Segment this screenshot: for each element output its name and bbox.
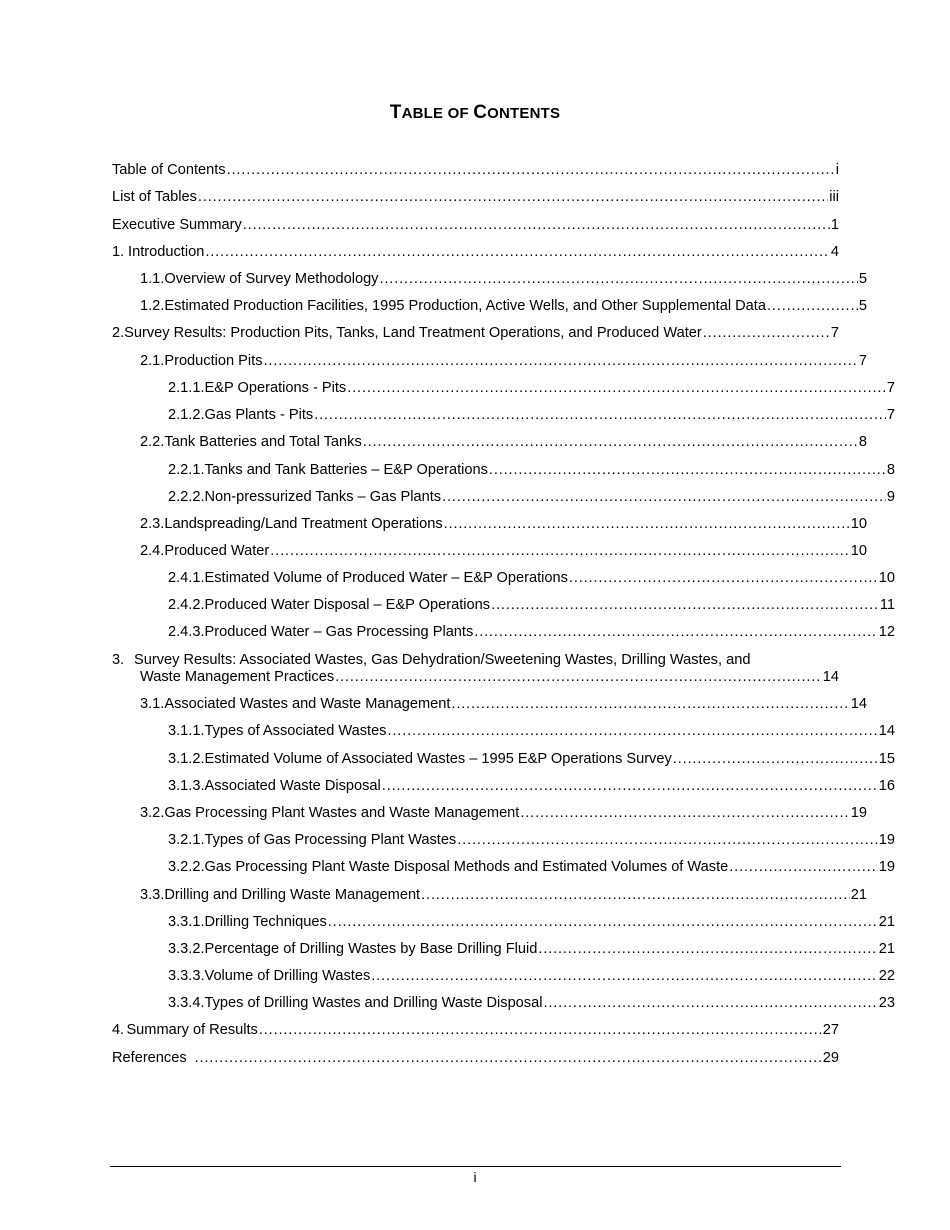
toc-entry-page: 19 xyxy=(878,832,895,848)
toc-leader xyxy=(457,832,878,849)
toc-leader xyxy=(489,462,886,479)
toc-entry-page: 27 xyxy=(822,1022,839,1038)
toc-entry-text: Production Pits xyxy=(164,353,263,369)
toc-entry-number: 3. xyxy=(112,652,125,668)
toc-leader xyxy=(371,968,878,985)
toc-entry-text: Percentage of Drilling Wastes by Base Drilling Fluid xyxy=(204,941,538,957)
toc-leader xyxy=(767,298,858,315)
toc-entry-number: 2. xyxy=(112,325,125,341)
toc-entry-number: 2.1. xyxy=(140,353,165,369)
toc-entry-page: 14 xyxy=(822,669,839,685)
toc-entry[interactable] xyxy=(112,462,895,479)
toc-leader xyxy=(382,778,878,795)
toc-entry-number: 2.3. xyxy=(140,516,165,532)
toc-leader xyxy=(451,696,849,713)
toc-entry[interactable] xyxy=(112,162,839,179)
toc-entry-number: 2.2. xyxy=(140,434,165,450)
toc-entry-text: Volume of Drilling Wastes xyxy=(204,968,371,984)
title-part: ABLE OF xyxy=(401,105,474,122)
toc-entry-number: 3.2.2. xyxy=(168,859,205,875)
toc-entry-page: 7 xyxy=(886,380,895,396)
toc-leader xyxy=(543,995,877,1012)
toc-entry-number: 3.3.1. xyxy=(168,914,205,930)
toc-entry-page: 10 xyxy=(850,543,867,559)
toc-entry-text: Introduction xyxy=(128,244,205,260)
toc-leader xyxy=(569,570,878,587)
toc-leader xyxy=(259,1022,822,1039)
toc-entry-page: 7 xyxy=(886,407,895,423)
toc-entry-page: 4 xyxy=(830,244,839,260)
title-part: C xyxy=(473,102,488,123)
toc-entry-number: 3.2. xyxy=(140,805,165,821)
toc-entry-page: 29 xyxy=(822,1050,839,1066)
toc-leader xyxy=(335,669,822,686)
toc-entry-number: 3.1.3. xyxy=(168,778,205,794)
toc-entry-page: iii xyxy=(829,189,839,205)
toc-entry[interactable] xyxy=(112,570,895,587)
toc-entry-number: 3.1.2. xyxy=(168,751,205,767)
toc-entry-text: Drilling Techniques xyxy=(204,914,327,930)
toc-entry[interactable] xyxy=(112,751,895,768)
toc-entry-text: Summary of Results xyxy=(126,1022,258,1038)
toc-entry-text: Types of Drilling Wastes and Drilling Waste Disposal xyxy=(204,995,543,1011)
toc-entry[interactable] xyxy=(112,217,839,234)
toc-entry[interactable] xyxy=(112,380,895,397)
toc-entry-number: 2.4. xyxy=(140,543,165,559)
toc-entry-page: 7 xyxy=(830,325,839,341)
toc-entry[interactable] xyxy=(112,1022,839,1039)
toc-entry-page: 21 xyxy=(850,887,867,903)
toc-entry[interactable] xyxy=(112,723,895,740)
toc-entry[interactable] xyxy=(112,543,867,560)
footer-divider xyxy=(110,1166,841,1167)
toc-entry[interactable] xyxy=(112,597,895,614)
footer-page-number: i xyxy=(473,1169,477,1185)
toc-entry-number: 1. xyxy=(112,244,125,260)
toc-entry[interactable] xyxy=(112,1050,839,1067)
toc-leader xyxy=(314,407,886,424)
toc-leader xyxy=(264,353,858,370)
toc-entry[interactable] xyxy=(112,696,867,713)
toc-leader xyxy=(205,244,830,261)
toc-leader xyxy=(363,434,858,451)
toc-entry-text: E&P Operations - Pits xyxy=(204,380,347,396)
toc-entry-page: 21 xyxy=(878,941,895,957)
toc-entry-page: 5 xyxy=(858,271,867,287)
toc-entry[interactable] xyxy=(112,516,867,533)
toc-entry[interactable] xyxy=(112,914,895,931)
toc-leader xyxy=(703,325,830,342)
toc-entry[interactable] xyxy=(112,189,839,206)
toc-entry-text: Produced Water xyxy=(164,543,270,559)
toc-entry-page: 12 xyxy=(878,624,895,640)
toc-entry-page: i xyxy=(835,162,839,178)
toc-entry[interactable] xyxy=(112,995,895,1012)
toc-entry-text: References xyxy=(112,1050,187,1066)
title-part: T xyxy=(389,102,402,123)
toc-entry-text: Gas Plants - Pits xyxy=(204,407,314,423)
toc-entry[interactable] xyxy=(112,624,895,641)
toc-entry-text: Table of Contents xyxy=(112,162,226,178)
toc-leader xyxy=(421,887,850,904)
toc-entry-text: Produced Water Disposal – E&P Operations xyxy=(204,597,491,613)
toc-leader xyxy=(347,380,886,397)
toc-entry-text: Estimated Production Facilities, 1995 Production, Active Wells, and Other Supplemental Data xyxy=(164,298,766,314)
toc-entry[interactable] xyxy=(112,887,867,904)
toc-leader xyxy=(491,597,879,614)
toc-entry-text: Overview of Survey Methodology xyxy=(164,271,379,287)
toc-entry-text: List of Tables xyxy=(112,189,197,205)
toc-entry-page: 14 xyxy=(850,696,867,712)
toc-entry[interactable] xyxy=(112,271,867,288)
toc-entry-number: 3.3.4. xyxy=(168,995,205,1011)
toc-entry[interactable] xyxy=(112,652,839,686)
toc-entry[interactable] xyxy=(112,968,895,985)
toc-leader xyxy=(379,271,857,288)
toc-leader xyxy=(729,859,878,876)
toc-entry-page: 15 xyxy=(878,751,895,767)
toc-entry-page: 9 xyxy=(886,489,895,505)
title-part: ONTENTS xyxy=(487,105,561,122)
toc-entry-text: Executive Summary xyxy=(112,217,242,233)
toc-leader xyxy=(198,189,828,206)
toc-leader xyxy=(474,624,877,641)
toc-entry-text: Tanks and Tank Batteries – E&P Operations xyxy=(204,462,488,478)
toc-entry[interactable] xyxy=(112,859,895,876)
toc-leader xyxy=(520,805,849,822)
toc-entry-text: Associated Waste Disposal xyxy=(204,778,381,794)
toc-entry-page: 19 xyxy=(850,805,867,821)
toc-entry-number: 2.4.1. xyxy=(168,570,205,586)
toc-leader xyxy=(444,516,850,533)
toc-leader xyxy=(442,489,886,506)
toc-entry[interactable] xyxy=(112,489,895,506)
toc-entry-number: 2.2.2. xyxy=(168,489,205,505)
toc-entry-text: Types of Associated Wastes xyxy=(204,723,387,739)
toc-entry-number: 3.3.2. xyxy=(168,941,205,957)
toc-entry[interactable] xyxy=(112,778,895,795)
toc-entry-text: Types of Gas Processing Plant Wastes xyxy=(204,832,457,848)
toc-entry[interactable] xyxy=(112,407,895,424)
toc-entry-text: Estimated Volume of Associated Wastes – 1995 E&P Operations Survey xyxy=(204,751,672,767)
toc-entry-number: 1.2. xyxy=(140,298,165,314)
toc-leader xyxy=(195,1050,822,1067)
toc-entry-page: 5 xyxy=(858,298,867,314)
toc-leader xyxy=(270,543,850,560)
toc-entry[interactable] xyxy=(112,832,895,849)
toc-entry-page: 1 xyxy=(830,217,839,233)
toc-entry-page: 21 xyxy=(878,914,895,930)
toc-leader xyxy=(538,941,877,958)
toc-entry[interactable] xyxy=(112,434,867,451)
toc-entry-page: 16 xyxy=(878,778,895,794)
toc-entry[interactable] xyxy=(112,805,867,822)
toc-entry-number: 3.3.3. xyxy=(168,968,205,984)
toc-entry-text: Non-pressurized Tanks – Gas Plants xyxy=(204,489,442,505)
toc-entry-text: Estimated Volume of Produced Water – E&P Operations xyxy=(204,570,568,586)
toc-leader xyxy=(227,162,835,179)
toc-entry-text: Tank Batteries and Total Tanks xyxy=(164,434,362,450)
toc-entry-number: 3.1. xyxy=(140,696,165,712)
toc-entry-page: 10 xyxy=(850,516,867,532)
toc-entry-text: Survey Results: Associated Wastes, Gas Dehydration/Sweetening Wastes, Drilling Wastes, and xyxy=(134,652,751,668)
toc-entry[interactable] xyxy=(112,298,867,315)
toc-leader xyxy=(243,217,830,234)
toc-entry-number: 1.1. xyxy=(140,271,165,287)
toc-leader xyxy=(673,751,878,768)
toc-entry-page: 8 xyxy=(886,462,895,478)
toc-leader xyxy=(328,914,878,931)
toc-entry-text: Gas Processing Plant Waste Disposal Methods and Estimated Volumes of Waste xyxy=(204,859,729,875)
toc-entry-page: 22 xyxy=(878,968,895,984)
toc-entry-text: Gas Processing Plant Wastes and Waste Management xyxy=(164,805,520,821)
toc-entry-number: 3.1.1. xyxy=(168,723,205,739)
toc-entry-page: 7 xyxy=(858,353,867,369)
toc-entry-number: 2.1.1. xyxy=(168,380,205,396)
toc-entry-text: Landspreading/Land Treatment Operations xyxy=(164,516,443,532)
toc-entry-number: 3.3. xyxy=(140,887,165,903)
toc-entry-text: Produced Water – Gas Processing Plants xyxy=(204,624,474,640)
toc-leader xyxy=(387,723,877,740)
toc-entry-number: 4. xyxy=(112,1022,125,1038)
toc-entry-text: Drilling and Drilling Waste Management xyxy=(164,887,421,903)
toc-entry[interactable] xyxy=(112,325,839,342)
toc-entry[interactable] xyxy=(112,244,839,261)
toc-entry-page: 19 xyxy=(878,859,895,875)
toc-entry[interactable] xyxy=(112,941,895,958)
toc-entry-number: 2.2.1. xyxy=(168,462,205,478)
toc-entry-page: 11 xyxy=(879,597,895,613)
toc-entry-page: 14 xyxy=(878,723,895,739)
toc-entry-text: Survey Results: Production Pits, Tanks, Land Treatment Operations, and Produced Water xyxy=(124,325,702,341)
toc-entry-number: 2.4.2. xyxy=(168,597,205,613)
toc-entry-page: 23 xyxy=(878,995,895,1011)
toc-entry-page: 10 xyxy=(878,570,895,586)
toc-entry-number: 2.4.3. xyxy=(168,624,205,640)
page-title xyxy=(0,102,950,124)
toc-entry[interactable] xyxy=(112,353,867,370)
toc-entry-text: Associated Wastes and Waste Management xyxy=(164,696,451,712)
toc-entry-page: 8 xyxy=(858,434,867,450)
toc-entry-text-continued: Waste Management Practices xyxy=(140,669,335,685)
toc-entry-number: 3.2.1. xyxy=(168,832,205,848)
toc-entry-number: 2.1.2. xyxy=(168,407,205,423)
